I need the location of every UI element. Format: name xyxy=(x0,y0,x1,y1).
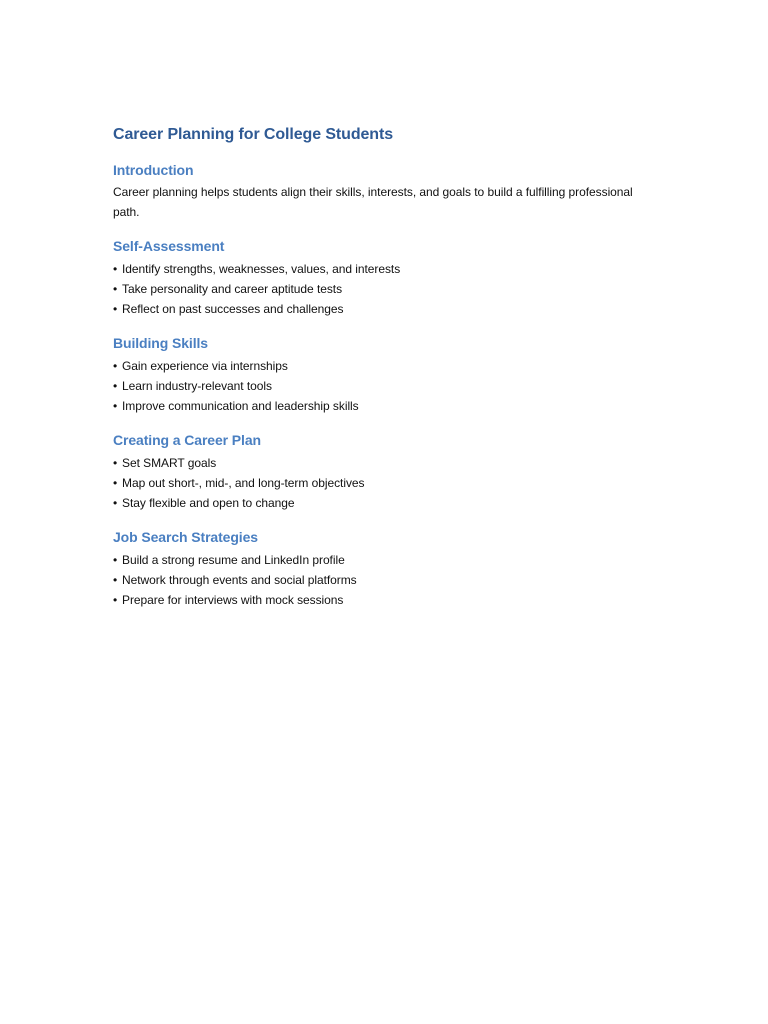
bullet-icon: • xyxy=(113,302,118,316)
list-item-text: Build a strong resume and LinkedIn profile xyxy=(122,553,345,567)
bullet-icon: • xyxy=(113,476,118,490)
bullet-list xyxy=(113,453,633,513)
section-job-search-strategies xyxy=(113,527,633,610)
bullet-list xyxy=(113,259,633,319)
list-item-text: Reflect on past successes and challenges xyxy=(122,302,344,316)
bullet-icon: • xyxy=(113,496,118,510)
section-heading: Introduction xyxy=(113,162,194,178)
section-heading: Job Search Strategies xyxy=(113,529,258,545)
introduction-paragraph: Career planning helps students align their skills, interests, and goals to build a fulfilling professional path. xyxy=(113,185,633,219)
bullet-icon: • xyxy=(113,573,118,587)
list-item-text: Gain experience via internships xyxy=(122,359,288,373)
list-item-text: Network through events and social platforms xyxy=(122,573,357,587)
bullet-list xyxy=(113,550,633,610)
bullet-icon: • xyxy=(113,456,118,470)
section-self-assessment xyxy=(113,236,633,319)
list-item xyxy=(113,570,633,590)
list-item xyxy=(113,259,633,279)
list-item xyxy=(113,279,633,299)
section-creating-career-plan xyxy=(113,430,633,513)
list-item-text: Improve communication and leadership skills xyxy=(122,399,359,413)
section-heading: Building Skills xyxy=(113,335,208,351)
section-heading: Creating a Career Plan xyxy=(113,432,261,448)
bullet-icon: • xyxy=(113,379,118,393)
list-item xyxy=(113,590,633,610)
bullet-icon: • xyxy=(113,262,118,276)
list-item-text: Prepare for interviews with mock sessions xyxy=(122,593,344,607)
section-introduction xyxy=(113,160,633,222)
list-item xyxy=(113,376,633,396)
list-item-text: Identify strengths, weaknesses, values, and interests xyxy=(122,262,401,276)
list-item xyxy=(113,453,633,473)
bullet-icon: • xyxy=(113,593,118,607)
document-title: Career Planning for College Students xyxy=(113,126,394,143)
bullet-icon: • xyxy=(113,282,118,296)
list-item xyxy=(113,473,633,493)
bullet-icon: • xyxy=(113,553,118,567)
document-content xyxy=(113,124,633,610)
bullet-icon: • xyxy=(113,359,118,373)
list-item xyxy=(113,396,633,416)
list-item xyxy=(113,550,633,570)
bullet-icon: • xyxy=(113,399,118,413)
list-item xyxy=(113,356,633,376)
list-item-text: Stay flexible and open to change xyxy=(122,496,295,510)
list-item xyxy=(113,299,633,319)
section-heading: Self-Assessment xyxy=(113,238,225,254)
list-item-text: Learn industry-relevant tools xyxy=(122,379,272,393)
bullet-list xyxy=(113,356,633,416)
list-item-text: Map out short-, mid-, and long-term objectives xyxy=(122,476,365,490)
list-item-text: Set SMART goals xyxy=(122,456,217,470)
section-building-skills xyxy=(113,333,633,416)
list-item-text: Take personality and career aptitude tests xyxy=(122,282,343,296)
list-item xyxy=(113,493,633,513)
